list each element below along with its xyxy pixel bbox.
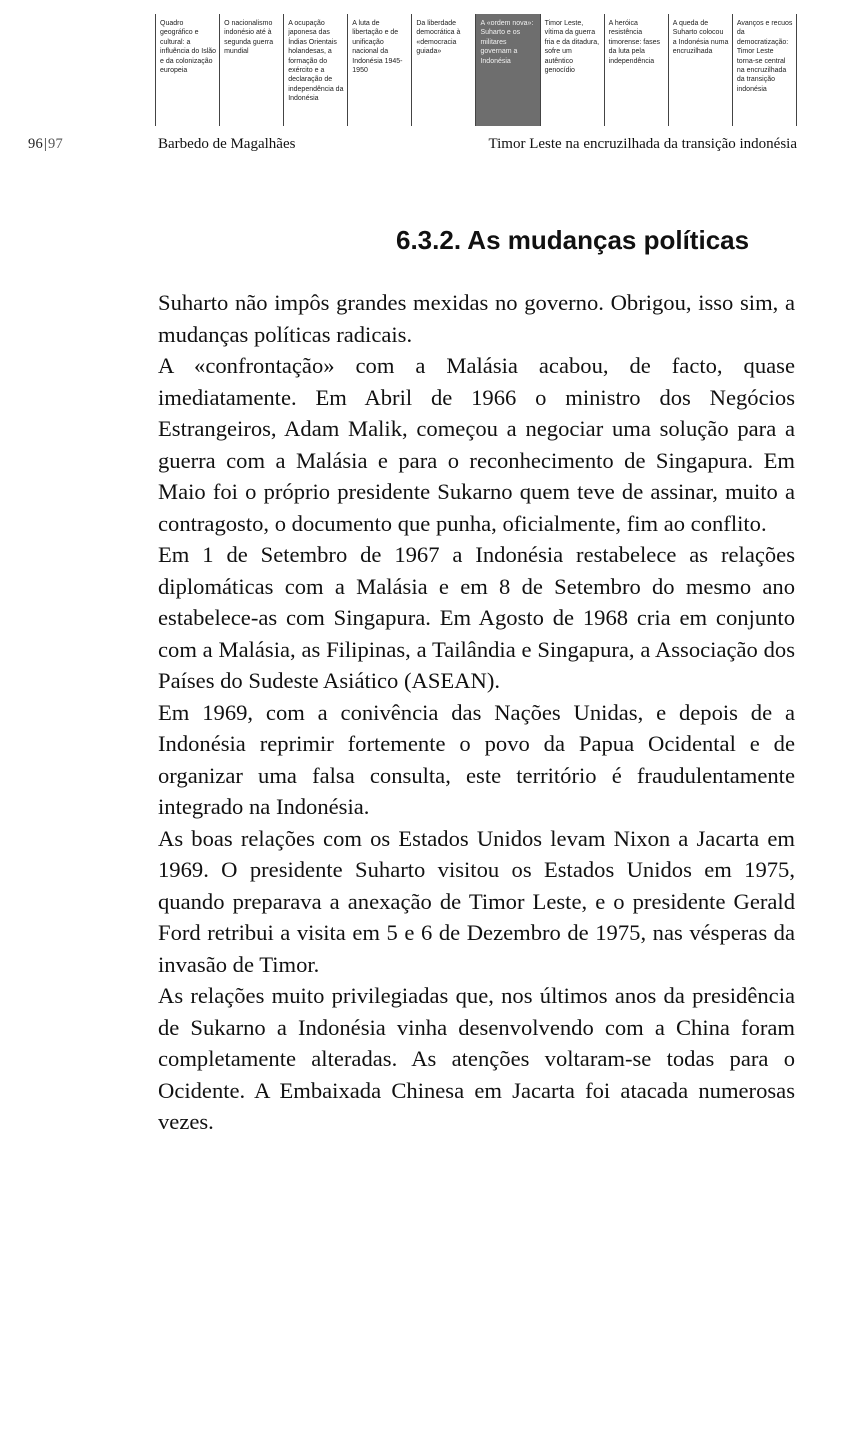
nav-column-1[interactable]	[156, 14, 220, 126]
nav-column-label: Avanços e recuos da democratização: Timor Leste torna-se central na encruzilhada da transição indonésia	[736, 20, 793, 93]
nav-column-10[interactable]	[733, 14, 797, 126]
nav-column-label: O nacionalismo indonésio até à segunda guerra mundial	[224, 20, 274, 56]
running-title: Timor Leste na encruzilhada da transição indonésia	[488, 136, 797, 152]
paragraph: As boas relações com os Estados Unidos levam Nixon a Jacarta em 1969. O presidente Suharto visitou os Estados Unidos em 1975, quando preparava a anexação de Timor Leste, e o presidente Gerald Ford retribui a visita em 5 e 6 de Dezembro de 1975, nas vésperas da invasão de Timor.	[158, 825, 795, 977]
paragraph: Em 1969, com a conivência das Nações Unidas, e depois de a Indonésia reprimir fortemente o povo da Papua Ocidental e de organizar uma falsa consulta, este território é fraudulentamente integrado na Indonésia.	[158, 699, 795, 819]
nav-column-label: A «ordem nova»: Suharto e os militares governam a Indonésia	[480, 20, 534, 65]
paragraph: A «confrontação» com a Malásia acabou, de facto, quase imediatamente. Em Abril de 1966 o ministro dos Negócios Estrangeiros, Adam Malik, começou a negociar uma solução para a guerra com a Malásia e para o reconhecimento de Singapura. Em Maio foi o próprio presidente Sukarno quem teve de assinar, muito a contragosto, o documento que punha, oficialmente, fim ao conflito.	[158, 353, 795, 536]
nav-column-label: A ocupação japonesa das Índias Orientais holandesas, a formação do exército e a declaração de independência da Indonésia	[288, 20, 344, 103]
nav-column-label: Quadro geográfico e cultural: a influência do Islão e da colonização europeia	[160, 20, 217, 75]
nav-column-8[interactable]	[605, 14, 669, 126]
nav-column-7[interactable]	[541, 14, 605, 126]
paragraph: As relações muito privilegiadas que, nos últimos anos da presidência de Sukarno a Indonésia vinha desenvolvendo com a China foram completamente alteradas. As atenções voltaram-se todas para o Ocidente. A Embaixada Chinesa em Jacarta foi atacada numerosas vezes.	[158, 983, 795, 1134]
paragraph: Suharto não impôs grandes mexidas no governo. Obrigou, isso sim, a mudanças políticas radicais.	[158, 290, 795, 347]
nav-column-6-active[interactable]	[476, 14, 540, 126]
author-name: Barbedo de Magalhães	[158, 136, 296, 152]
page-number-left: 96	[28, 136, 43, 152]
nav-column-4[interactable]	[348, 14, 412, 126]
paragraph: Em 1 de Setembro de 1967 a Indonésia restabelece as relações diplomáticas com a Malásia e em 8 de Setembro do mesmo ano estabelece-as com Singapura. Em Agosto de 1968 cria em conjunto com a Malásia, as Filipinas, a Tailândia e Singapura, a Associação dos Países do Sudeste Asiático (ASEAN).	[158, 542, 795, 693]
page-numbers	[28, 136, 63, 153]
nav-column-3[interactable]	[284, 14, 348, 126]
nav-column-label: A heróica resistência timorense: fases da luta pela independência	[608, 20, 661, 65]
nav-column-label: Timor Leste, vítima da guerra fria e da ditadura, sofre um autêntico genocídio	[544, 20, 600, 75]
page-number-divider: |	[43, 136, 48, 152]
nav-column-9[interactable]	[669, 14, 733, 126]
chapter-navigation-band	[155, 14, 797, 126]
section-heading: 6.3.2. As mudanças políticas	[396, 225, 750, 255]
nav-column-2[interactable]	[220, 14, 284, 126]
nav-column-5[interactable]	[412, 14, 476, 126]
nav-column-label: A luta de libertação e de unificação nacional da Indonésia 1945-1950	[352, 20, 403, 75]
nav-column-label: Da liberdade democrática à «democracia guiada»	[416, 20, 461, 56]
nav-column-label: A queda de Suharto colocou a Indonésia numa encruzilhada	[672, 20, 729, 56]
page-number-right: 97	[48, 136, 63, 152]
body-text	[158, 287, 795, 1138]
